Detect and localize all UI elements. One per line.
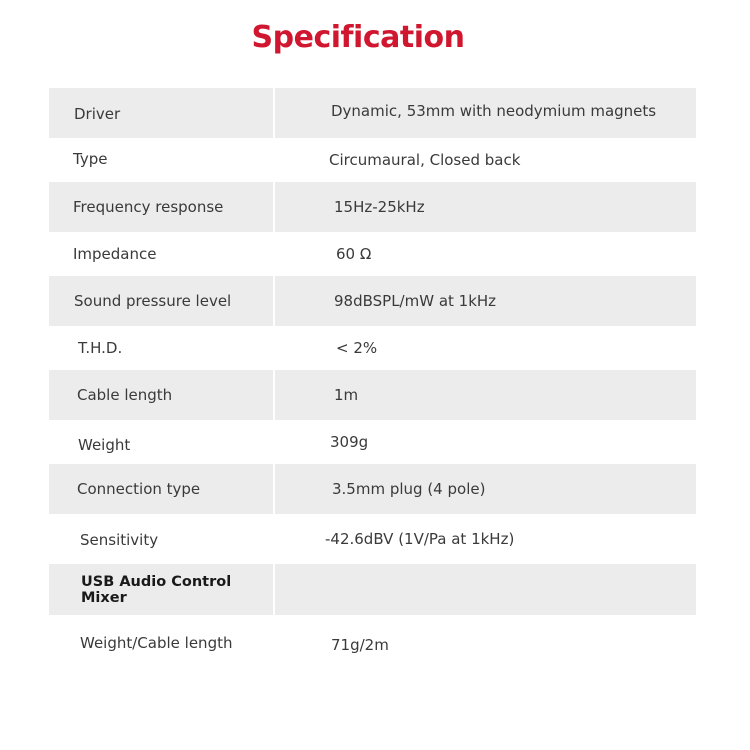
spec-value: < 2%: [336, 339, 378, 357]
spec-value: Circumaural, Closed back: [329, 151, 521, 169]
spec-row-usb-mixer: [49, 564, 696, 615]
spec-label: Connection type: [49, 464, 275, 514]
spec-label: Weight: [78, 436, 131, 454]
spec-row-connection: [49, 464, 696, 514]
spec-label: Sound pressure level: [49, 276, 275, 326]
spec-row-weight: [49, 420, 696, 464]
spec-value: 60 Ω: [336, 245, 372, 263]
spec-value: 98dBSPL/mW at 1kHz: [334, 292, 497, 310]
spec-section-label: USB Audio Control Mixer: [49, 564, 275, 615]
spec-value: 15Hz-25kHz: [334, 198, 425, 216]
spec-row-type: [49, 138, 696, 182]
spec-value: -42.6dBV (1V/Pa at 1kHz): [325, 530, 515, 548]
spec-label: Sensitivity: [80, 531, 159, 549]
spec-value: 309g: [330, 433, 369, 451]
spec-value: 3.5mm plug (4 pole): [332, 480, 486, 498]
spec-value: [275, 564, 696, 615]
spec-row-cable-length: [49, 370, 696, 420]
spec-label: T.H.D.: [78, 339, 123, 357]
spec-label: Impedance: [73, 245, 157, 263]
spec-label: Driver: [49, 88, 275, 138]
spec-row-driver: [49, 88, 696, 138]
spec-row-frequency: [49, 182, 696, 232]
spec-row-impedance: [49, 232, 696, 276]
spec-row-thd: [49, 326, 696, 370]
page-title: Specification: [251, 20, 465, 55]
spec-table: [49, 88, 696, 671]
spec-value: 1m: [334, 386, 359, 404]
spec-label: Weight/Cable length: [80, 634, 233, 652]
spec-row-weight-cable: [49, 615, 696, 671]
spec-row-spl: [49, 276, 696, 326]
spec-value: Dynamic, 53mm with neodymium magnets: [331, 102, 657, 120]
spec-label: Type: [73, 150, 108, 168]
spec-label: Frequency response: [49, 182, 275, 232]
spec-label: Cable length: [49, 370, 275, 420]
spec-row-sensitivity: [49, 514, 696, 564]
spec-value: 71g/2m: [331, 636, 389, 654]
